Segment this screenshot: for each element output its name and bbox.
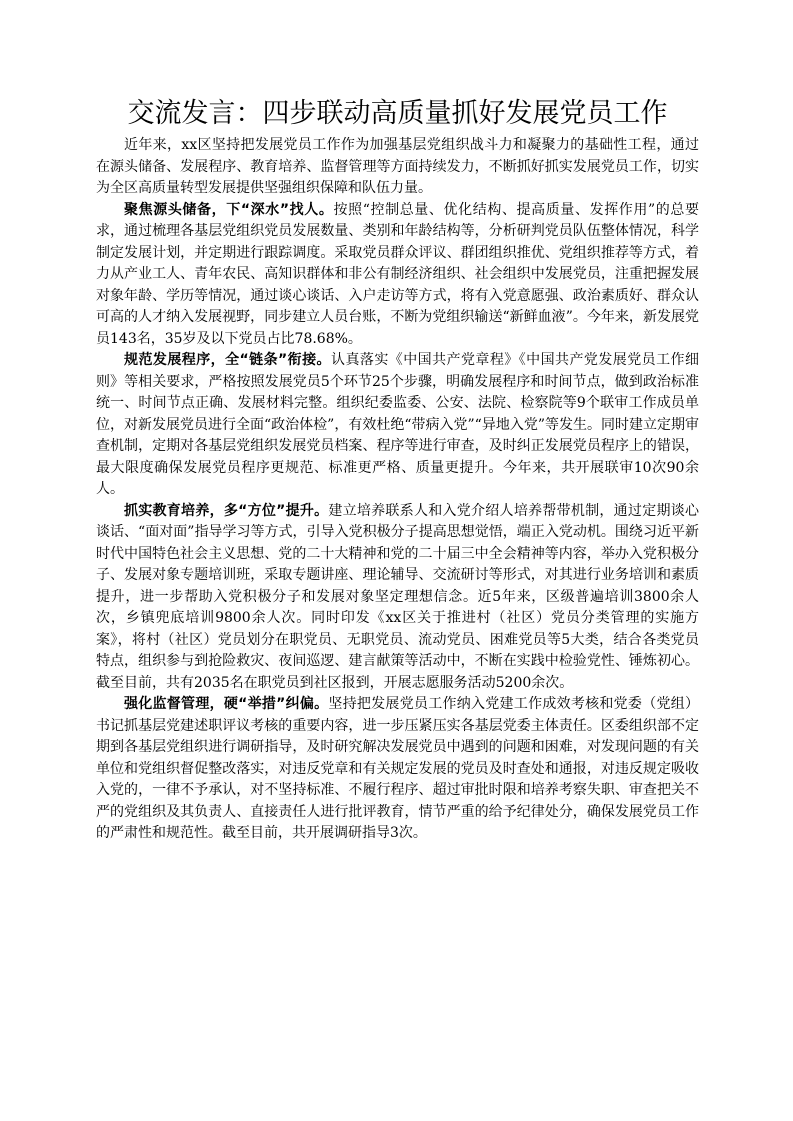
paragraph-lead: 聚焦源头储备，下“深水”找人。 [124, 201, 334, 218]
paragraph-body: 按照“控制总量、优化结构、提高质量、发挥作用”的总要求，通过梳理各基层党组织党员发展数量、类别和年龄结构等，分析研判党员队伍整体情况，科学制定发展计划，并定期进行跟踪调度。采取党员群众评议、群团组织推优、党组织推荐等方式，着力从产业工人、青年农民、高知识群体和非公有制经济组织、社会组织中发展党员，注重把握发展对象年龄、学历等情况，通过谈心谈话、入户走访等方式，将有入党意愿强、政治素质好、群众认可高的人才纳入发展视野，同步建立人员台账，不断为党组织输送“新鲜血液”。今年来，新发展党员143名，35岁及以下党员占比78.68%。 [96, 201, 699, 347]
paragraph-education-training [96, 501, 699, 695]
paragraph-lead: 抓实教育培养，多“方位”提升。 [124, 502, 329, 519]
paragraph-body: 认真落实《中国共产党章程》《中国共产党发展党员工作细则》等相关要求，严格按照发展党员5个环节25个步骤，明确发展程序和时间节点，做到政治标准统一、时间节点正确、发展材料完整。组织纪委监委、公安、法院、检察院等9个联审工作成员单位，对新发展党员进行全面“政治体检”，有效杜绝“带病入党”“异地入党”等发生。同时建立定期审查机制，定期对各基层党组织发展党员档案、程序等进行审查，及时纠正发展党员程序上的错误，最大限度确保发展党员程序更规范、标准更严格、质量更提升。今年来，共开展联审10次90余人。 [96, 352, 699, 497]
paragraph-body: 坚持把发展党员工作纳入党建工作成效考核和党委（党组）书记抓基层党建述职评议考核的重要内容，进一步压紧压实各基层党委主体责任。区委组织部不定期到各基层党组织进行调研指导，及时研究解决发展党员中遇到的问题和困难，对发现问题的有关单位和党组织督促整改落实，对违反党章和有关规定发展的党员及时查处和通报，对违反规定吸收入党的，一律不予承认，对不坚持标准、不履行程序、超过审批时限和培养考察失职、审查把关不严的党组织及其负责人、直接责任人进行批评教育，情节严重的给予纪律处分，确保发展党员工作的严肃性和规范性。截至目前，共开展调研指导3次。 [96, 696, 699, 841]
paragraph-source-reserve [96, 200, 699, 351]
document-title: 交流发言：四步联动高质量抓好发展党员工作 [127, 98, 668, 129]
paragraph-standardize-procedure [96, 350, 699, 501]
paragraph-body: 近年来，xx区坚持把发展党员工作作为加强基层党组织战斗力和凝聚力的基础性工程，通过在源头储备、发展程序、教育培养、监督管理等方面持续发力，不断抓好抓实发展党员工作，切实为全区高质量转型发展提供坚强组织保障和队伍力量。 [96, 137, 699, 196]
paragraph-body: 建立培养联系人和入党介绍人培养帮带机制，通过定期谈心谈话、“面对面”指导学习等方式，引导入党积极分子提高思想觉悟，端正入党动机。围绕习近平新时代中国特色社会主义思想、党的二十大精神和党的二十届三中全会精神等内容，举办入党积极分子、发展对象专题培训班，采取专题讲座、理论辅导、交流研讨等形式，对其进行业务培训和素质提升，进一步帮助入党积极分子和发展对象坚定理想信念。近5年来，区级普遍培训3800余人次，乡镇兜底培训9800余人次。同时印发《xx区关于推进村（社区）党员分类管理的实施方案》，将村（社区）党员划分在职党员、无职党员、流动党员、困难党员等5大类，结合各类党员特点，组织参与到抢险救灾、夜间巡逻、建言献策等活动中，不断在实践中检验党性、锤炼初心。截至目前，共有2035名在职党员到社区报到，开展志愿服务活动5200余次。 [96, 502, 699, 691]
paragraph-intro [96, 135, 699, 200]
paragraph-lead: 强化监督管理，硬“举措”纠偏。 [124, 696, 329, 712]
paragraph-lead: 规范发展程序，全“链条”衔接。 [124, 352, 331, 368]
paragraph-supervision [96, 694, 699, 845]
document-body [96, 96, 699, 845]
